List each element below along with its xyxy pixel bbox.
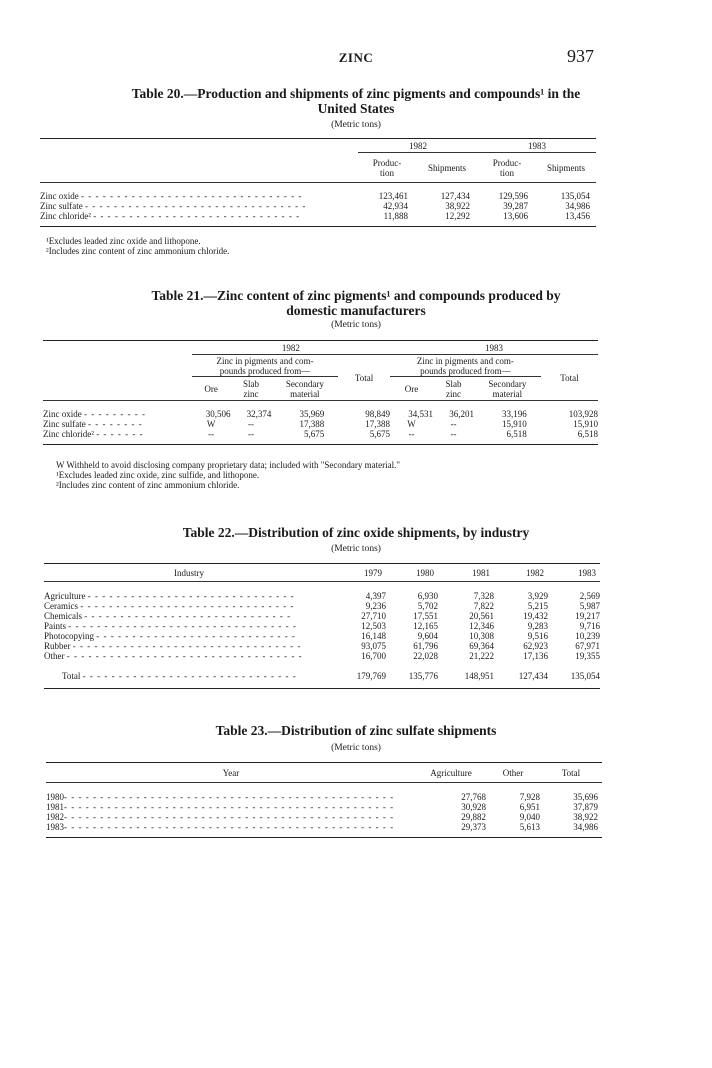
table20: [40, 138, 596, 227]
cell: 29,882: [461, 811, 486, 822]
footnote: ²Includes zinc content of zinc ammonium chloride.: [56, 480, 240, 490]
table21-sub-header: Slab zinc: [445, 378, 462, 399]
cell: 33,196: [502, 408, 527, 419]
row-label: 1982: [46, 811, 64, 822]
cell: 10,239: [575, 630, 600, 641]
row-label: Photocopying: [44, 630, 95, 641]
cell: 12,165: [413, 620, 438, 631]
cell: 6,518: [577, 428, 598, 439]
cell: 38,922: [573, 811, 598, 822]
cell: 127,434: [440, 190, 470, 201]
table20-col-header: Produc- tion: [492, 157, 522, 178]
cell: --: [247, 418, 254, 429]
cell: 37,879: [573, 801, 598, 812]
cell: 19,432: [523, 610, 548, 621]
row-label: Paints: [44, 620, 67, 631]
row-label: Zinc oxide: [40, 190, 79, 201]
row-label: Zinc chloride²: [43, 428, 94, 439]
cell: 6,930: [417, 590, 438, 601]
table21: [43, 340, 598, 445]
row-label: Agriculture: [44, 590, 86, 601]
cell: 103,928: [568, 408, 598, 419]
table20-col-header: Shipments: [546, 162, 585, 173]
cell: 98,849: [365, 408, 390, 419]
footnote: W Withheld to avoid disclosing company proprietary data; included with "Secondary material.": [56, 460, 401, 470]
cell: 69,364: [469, 640, 494, 651]
table-row: Zinc oxide - - - - - - - - - - - - - - - - - - - - - - - - - - - - - - - 123,461 127,434 129,596 135,054: [40, 191, 596, 201]
table21-year-header: 1983: [390, 341, 598, 355]
table-row: Other - - - - - - - - - - - - - - - - - - - - - - - - - - - - - - - - - 16,700 22,028 21,222 17,136 19,355: [44, 650, 600, 661]
table21-total-header: Total: [338, 355, 390, 401]
table21-sub-header: Secondary material: [488, 378, 527, 399]
table21-group-header: Zinc in pigments and com- pounds produced from—: [192, 355, 339, 377]
cell: 17,551: [413, 610, 438, 621]
cell: 62,923: [523, 640, 548, 651]
cell: 9,236: [365, 600, 386, 611]
cell: 29,373: [461, 821, 486, 832]
row-label: Zinc sulfate: [43, 418, 86, 429]
cell: 35,696: [573, 791, 598, 802]
table22-stub-header: Industry: [174, 567, 204, 578]
cell: 19,355: [575, 650, 600, 661]
table-row: Zinc sulfate - - - - - - - - - - - - - - - - - - - - - - - - - - - - - - - 42,934 38,922 39,287 34,986: [40, 201, 596, 211]
table21-sub-header: Ore: [204, 383, 218, 394]
cell: 148,951: [464, 670, 494, 681]
cell: 135,054: [570, 670, 600, 681]
table-row: 1982- - - - - - - - - - - - - - - - - - - - - - - - - - - - - - - - - - - - - - - - - - - - - - 29,882 9,040 38,922: [46, 812, 602, 822]
cell: 42,934: [383, 200, 408, 211]
table20-col-header: Shipments: [427, 162, 466, 173]
table-total-row: Total - - - - - - - - - - - - - - - - - - - - - - - - - - - - - - 179,769 135,776 148,951 127,434 135,054: [62, 670, 600, 681]
cell: 93,075: [361, 640, 386, 651]
cell: 7,328: [473, 590, 494, 601]
row-label: Zinc chloride²: [40, 210, 91, 221]
table20-title: [0, 86, 712, 116]
table22-year-header: 1979: [364, 567, 382, 578]
table22-year-header: 1982: [526, 567, 544, 578]
row-label: Rubber: [44, 640, 71, 651]
table20-year-header: 1983: [478, 139, 596, 153]
running-head: ZINC: [338, 50, 374, 65]
table-row: Zinc chloride² - - - - - - - -- -- 5,675 5,675 -- -- 6,518 6,518: [43, 428, 598, 439]
footnote: ¹Excludes leaded zinc oxide and lithopone.: [46, 236, 201, 246]
cell: 5,675: [369, 428, 390, 439]
cell: 6,518: [506, 428, 527, 439]
table21-group-header: Zinc in pigments and com- pounds produced from—: [390, 355, 541, 377]
table22-year-header: 1983: [578, 567, 596, 578]
table20-units: (Metric tons): [331, 120, 381, 130]
cell: 19,217: [575, 610, 600, 621]
table-row: Zinc sulfate - - - - - - - - W -- 17,388 17,388 W -- 15,910 15,910: [43, 418, 598, 429]
table22-title: Table 22.—Distribution of zinc oxide shipments, by industry: [182, 525, 530, 540]
row-label: Zinc oxide: [43, 408, 82, 419]
cell: --: [247, 428, 254, 439]
cell: 16,148: [361, 630, 386, 641]
row-label: Ceramics: [44, 600, 78, 611]
table-row: Photocopying - - - - - - - - - - - - - - - - - - - - - - - - - - - - 16,148 9,604 10,308 9,516 10,239: [44, 630, 600, 641]
cell: 129,596: [498, 190, 528, 201]
table22-year-header: 1981: [472, 567, 490, 578]
table-row: Zinc chloride² - - - - - - - - - - - - - - - - - - - - - - - - - - - - - 11,888 12,292 13,606 13,456: [40, 211, 596, 221]
cell: 9,716: [579, 620, 600, 631]
cell: 34,986: [565, 200, 590, 211]
table-row: Chemicals - - - - - - - - - - - - - - - - - - - - - - - - - - - - - 27,710 17,551 20,561 19,432 19,217: [44, 610, 600, 621]
cell: 9,516: [527, 630, 548, 641]
cell: 12,503: [361, 620, 386, 631]
cell: 12,346: [469, 620, 494, 631]
table-row: Agriculture - - - - - - - - - - - - - - - - - - - - - - - - - - - - - 4,397 6,930 7,328 3,929 2,569: [44, 590, 600, 601]
cell: 36,201: [449, 408, 474, 419]
table-row: Paints - - - - - - - - - - - - - - - - - - - - - - - - - - - - - - - - 12,503 12,165 12,346 9,283 9,716: [44, 620, 600, 631]
cell: 27,710: [361, 610, 386, 621]
cell: 5,987: [579, 600, 600, 611]
cell: 2,569: [579, 590, 600, 601]
cell: 5,215: [527, 600, 548, 611]
cell: 38,922: [445, 200, 470, 211]
table21-notes: [56, 460, 400, 490]
cell: W: [206, 418, 216, 429]
cell: 30,928: [461, 801, 486, 812]
cell: 15,910: [502, 418, 527, 429]
row-label: Other: [44, 650, 65, 661]
cell: 39,287: [503, 200, 528, 211]
cell: 3,929: [527, 590, 548, 601]
cell: 10,308: [469, 630, 494, 641]
cell: 27,768: [461, 791, 486, 802]
table21-title-line1: Table 21.—Zinc content of zinc pigments¹ and compounds produced by: [151, 288, 561, 303]
cell: 34,531: [408, 408, 434, 419]
table22-year-header: 1980: [416, 567, 434, 578]
cell: 9,040: [519, 811, 540, 822]
cell: 127,434: [518, 670, 548, 681]
table23-col-header: Year: [222, 767, 240, 778]
table20-title-line1: Table 20.—Production and shipments of zinc pigments and compounds¹ in the: [131, 86, 581, 101]
cell: 135,054: [560, 190, 590, 201]
cell: 17,388: [299, 418, 325, 429]
table-row: Rubber - - - - - - - - - - - - - - - - - - - - - - - - - - - - - - - - 93,075 61,796 69,364 62,923 67,971: [44, 640, 600, 651]
table23: [46, 762, 602, 838]
cell: W: [407, 418, 416, 429]
table21-total-header: Total: [541, 355, 598, 401]
cell: 179,769: [356, 670, 386, 681]
table21-year-header: 1982: [192, 341, 390, 355]
row-label: Chemicals: [44, 610, 82, 621]
cell: 7,822: [473, 600, 494, 611]
cell: 7,928: [519, 791, 540, 802]
cell: 9,283: [527, 620, 548, 631]
cell: --: [408, 428, 415, 439]
table-row: Ceramics - - - - - - - - - - - - - - - - - - - - - - - - - - - - - - 9,236 5,702 7,822 5,215 5,987: [44, 600, 600, 611]
table22-units: (Metric tons): [331, 544, 381, 554]
cell: 22,028: [413, 650, 438, 661]
table21-title: [0, 288, 712, 318]
cell: 6,951: [519, 801, 540, 812]
page-number: 937: [567, 46, 594, 66]
row-label: Total: [62, 670, 81, 681]
cell: --: [208, 428, 215, 439]
row-label: Zinc sulfate: [40, 200, 83, 211]
table20-notes: [46, 236, 229, 256]
table20-title-line2: United States: [317, 101, 395, 116]
cell: 67,971: [575, 640, 600, 651]
cell: 12,292: [445, 210, 470, 221]
table22: [44, 563, 600, 689]
cell: 11,888: [383, 210, 408, 221]
cell: --: [450, 428, 457, 439]
table21-sub-header: Ore: [404, 383, 419, 394]
table20-year-header: 1982: [358, 139, 478, 153]
cell: 34,986: [573, 821, 598, 832]
cell: 61,796: [413, 640, 438, 651]
cell: 15,910: [573, 418, 598, 429]
cell: 13,456: [565, 210, 590, 221]
table-row: 1983- - - - - - - - - - - - - - - - - - - - - - - - - - - - - - - - - - - - - - - - - - - - - - 29,373 5,613 34,986: [46, 822, 602, 832]
cell: 20,561: [469, 610, 494, 621]
cell: 17,136: [523, 650, 548, 661]
row-label: 1981: [46, 801, 64, 812]
table21-title-line2: domestic manufacturers: [286, 303, 426, 318]
cell: 4,397: [365, 590, 386, 601]
table20-col-header: Produc- tion: [372, 157, 402, 178]
table23-col-header: Agriculture: [430, 767, 472, 778]
footnote: ²Includes zinc content of zinc ammonium chloride.: [46, 246, 230, 256]
table23-title: Table 23.—Distribution of zinc sulfate shipments: [215, 723, 497, 738]
cell: 21,222: [469, 650, 494, 661]
table23-units: (Metric tons): [331, 743, 381, 753]
cell: 9,604: [417, 630, 438, 641]
row-label: 1980: [46, 791, 64, 802]
table23-col-header: Total: [561, 767, 581, 778]
cell: 16,700: [361, 650, 386, 661]
table-row: 1980- - - - - - - - - - - - - - - - - - - - - - - - - - - - - - - - - - - - - - - - - - - - - - 27,768 7,928 35,696: [46, 792, 602, 802]
cell: 123,461: [378, 190, 408, 201]
table21-sub-header: Secondary material: [285, 378, 324, 399]
footnote: ¹Excludes leaded zinc oxide, zinc sulfide, and lithopone.: [56, 470, 260, 480]
table21-units: (Metric tons): [331, 320, 381, 330]
cell: 5,613: [519, 821, 540, 832]
cell: 5,702: [417, 600, 438, 611]
cell: 30,506: [205, 408, 231, 419]
cell: 135,776: [408, 670, 438, 681]
cell: 32,374: [246, 408, 272, 419]
table-row: 1981- - - - - - - - - - - - - - - - - - - - - - - - - - - - - - - - - - - - - - - - - - - - - - 30,928 6,951 37,879: [46, 802, 602, 812]
cell: 5,675: [303, 428, 325, 439]
cell: --: [450, 418, 457, 429]
cell: 35,969: [299, 408, 325, 419]
table21-sub-header: Slab zinc: [242, 378, 259, 399]
row-label: 1983: [46, 821, 64, 832]
cell: 13,606: [503, 210, 528, 221]
table-row: Zinc oxide - - - - - - - - - 30,506 32,374 35,969 98,849 34,531 36,201 33,196 103,928: [43, 408, 598, 419]
table23-col-header: Other: [502, 767, 524, 778]
cell: 17,388: [365, 418, 390, 429]
